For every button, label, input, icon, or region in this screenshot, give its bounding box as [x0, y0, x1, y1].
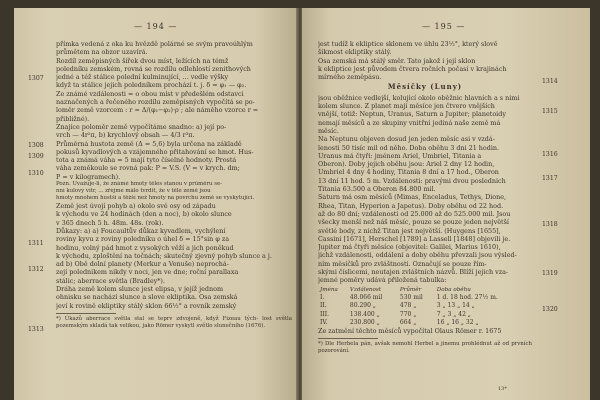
text-line: Uranus má čtyři: jménem Ariel, Umbriel, Titania a: [318, 151, 482, 160]
text-line: ním měsíčků pro zvláštnosti. Označují se pouze řím-: [318, 259, 487, 268]
text-line: poledníku zemském, rovná se rozdílu odlehlostí zenithových: [56, 64, 251, 73]
text-line: hmoty mnohem hustší a těžší než hmoty na povrchu země se vyskytující.: [56, 195, 255, 202]
table-row: [318, 302, 524, 310]
table-header: Vzdálenost: [349, 286, 381, 293]
text-line: přímka vedená z oka ku hvězdě polárné se svým pravoúhlým: [56, 40, 253, 48]
table-cell: II.: [320, 302, 327, 310]
text-line: Oberon). Doby jejich oběhu jsou: Ariel 2 dny 12 hodin,: [318, 160, 495, 169]
margin-number: 1317: [542, 175, 558, 182]
footnote-rule: [318, 338, 378, 339]
table-cell: 770 „: [399, 310, 417, 318]
margin-number: 1315: [542, 108, 558, 115]
text-line: mírného zeměpásu.: [318, 73, 382, 82]
margin-number: 1310: [28, 170, 44, 177]
table-row: [318, 319, 524, 327]
table-cell: 16 „ 16 „ 32 „: [436, 318, 479, 326]
text-line: hodinu, volný pád hmot z vysokých věží a jich poněkud: [56, 243, 234, 252]
text-line: nní kulový vítr, ... zřejme málo tvrdit, že v těle země jsou: [56, 188, 211, 195]
page-number: — 195 —: [422, 22, 466, 31]
text-line: k ekliptice jest původem čtvera ročních počasí v krajinách: [318, 64, 507, 73]
table-cell: IV.: [320, 318, 328, 326]
text-line: v 365 dnech 5 h. 48m. 48s. (rok).: [56, 218, 164, 227]
table-cell: I.: [320, 293, 325, 301]
table-cell: 530 mil: [399, 293, 423, 301]
margin-number: 1320: [542, 306, 558, 313]
margin-number: 1308: [28, 142, 44, 149]
text-line: ohnisku se nachází slunce a slove ekliptika. Osa zemská: [56, 293, 238, 302]
text-line: loměr země vzorcem : r = Δ/(φ₁−φ₂)·ρ ; ale náměho vzorce r =: [56, 106, 259, 115]
table-header: Průměr: [399, 286, 422, 293]
text-line: Země jest úvojí pohyb a) okolo své osy od západu: [56, 202, 216, 211]
text-line: když ta stálice jejich poledníkem prochází t. j. δ = φ₁ — φ₂.: [56, 81, 247, 90]
text-line: Dráha země kolem slunce jest elipsa, v jejíž jednom: [56, 285, 224, 294]
text-line: nemají měsíců a ze skupiny vnitřní jediná naše země má: [318, 118, 501, 127]
text-line: jsou oběžnice vedlejší, kolující okolo oběžnic hlavních a s nimi: [318, 93, 520, 102]
table-row: [318, 311, 524, 319]
table-row: [318, 294, 524, 302]
margin-number: 1318: [542, 221, 558, 228]
margin-number: 1316: [542, 151, 558, 158]
table-header: Jména: [320, 286, 338, 293]
moons-table: [318, 286, 524, 327]
text-line: Jupiter má čtyři měsíce (objevitel: Galilei, Marius 1610),: [318, 243, 501, 252]
text-line: naznačených a řečeného rozdílu zeměpisných vypočítá se po-: [56, 98, 255, 107]
text-line: světlé body, z nichž Titan jest největší. (Huygens [1655],: [318, 226, 501, 235]
right-page: [302, 8, 590, 400]
margin-number: 1312: [28, 266, 44, 273]
table-cell: 80.290 „: [349, 302, 376, 310]
section-heading: Měsíčky (Luny): [387, 82, 463, 92]
text-line: Pozn. Uvažuje-li, že známé hmoty těles stanou v průměru se-: [56, 181, 223, 188]
text-line: Průměrná hustota země (Δ = 5,6) byla určena na základě: [56, 139, 242, 148]
table-header: Doba oběhu: [436, 286, 471, 293]
text-line: měsíc.: [318, 126, 339, 135]
text-line: tota a známá váha = 5 mají tyto číselné hodnoty. Prostá: [56, 156, 237, 165]
text-line: kolem slunce. Z planet mají měsíce jen čtvero vnějších: [318, 102, 495, 111]
text-line: až do 80 dní; vzdálenosti od 25.000 až do 525.000 mil. Jsou: [318, 209, 511, 218]
table-cell: 1 d. 18 hod. 27½ m.: [436, 293, 498, 301]
text-line: jeví k rovině ekliptiky stálý sklon 66½° a rovník zemský: [56, 301, 237, 310]
text-line: šikmost ekliptiky stálý.: [318, 48, 392, 57]
text-line: jedné a též stálice polední kulminující, ... vedle výšky: [56, 73, 229, 82]
margin-number: 1313: [28, 326, 44, 333]
text-line: Titania 63.500 a Oberon 84.800 mil.: [318, 185, 436, 194]
text-line: P = v kilogramech).: [56, 172, 121, 181]
table-cell: 7 „ 3 „ 42 „: [436, 310, 471, 318]
text-line: Umbriel 4 dny 4 hodiny, Titania 8 dní a 17 hod., Oberon: [318, 168, 499, 177]
table-cell: 230.800 „: [349, 318, 380, 326]
page-number: — 194 —: [134, 22, 178, 31]
text-line: 13 dní 11 hod. 5 m. Vzdálenosti: pravými dvou poslednich: [318, 176, 506, 185]
text-line: váha zeměkoule se rovná pak: P = V.S. (V = v krych. dm;: [56, 164, 240, 173]
margin-number: 1309: [28, 153, 44, 160]
text-line: ad b) Obě dolní planety (Merkur a Venuše) neprochá-: [56, 260, 229, 269]
text-line: všecky menší než náš měsíc, pouze se pouze jeden největší: [318, 218, 509, 227]
text-line: Znajíce poloměr země vypočítáme snadno: a) její po-: [56, 122, 227, 131]
right-body-text: [318, 40, 532, 355]
text-line: jest tudíž k ekliptice sklonem ve úhlu 23½°, který slově: [318, 40, 498, 48]
table-cell: 664 „: [399, 318, 417, 326]
footnote-rule: [56, 313, 116, 314]
table-cell: 478 „: [399, 302, 417, 310]
table-cell: III.: [320, 310, 330, 318]
text-line: Saturn má osm měsíců (Mimas, Enceladus, Tethys, Dione,: [318, 193, 507, 202]
margin-number: 1311: [28, 240, 44, 247]
text-line: Osa zemská má stálý směr. Tato jakož i její sklon: [318, 56, 476, 65]
text-line: Důkazy: a) a) Foucaultův důkaz kyvadlem, vychýlení: [56, 226, 226, 235]
left-page: [14, 8, 298, 400]
text-line: Ze známé vzdálenosti = o obou míst v předešlém odstavci: [56, 89, 244, 98]
text-line: jemné poměry udává přiložená tabulka:: [318, 276, 447, 285]
footnote: *) Dle Herbela pán, avšak nemohl Herbel a jinemu prohlédnut až od prvních pozorování.: [318, 341, 532, 355]
text-line: Rhea, Titan, Hyperion a Japetus). Doby oběhu od 22 hod.: [318, 201, 504, 210]
margin-number: 1307: [28, 75, 44, 82]
table-cell: 3 „ 13 „ 14 „: [436, 302, 475, 310]
text-line: k východu ve 24 hodinách (den a noc), b) okolo slunce: [56, 210, 232, 219]
table-cell: 138.400 „: [349, 310, 380, 318]
table-cell: 48.066 mil: [349, 293, 383, 301]
text-line: skými číslicemi, neutajen zvláštních názvů. Blíží jejich vza-: [318, 268, 509, 277]
margin-number: 1314: [542, 78, 558, 85]
margin-number: 1319: [542, 270, 558, 277]
text-line: přibližné).: [56, 114, 90, 123]
text-line: zejí polednikem nikdy v noci, jen ve dne; roční parallaxa: [56, 268, 239, 277]
text-line: vrch — 4r²π, b) krychlový obsah — 4/3 r³π.: [56, 131, 195, 140]
text-line: stálic; aberrace světla (Bradley*).: [56, 276, 165, 285]
signature-mark: 13*: [498, 386, 507, 392]
text-line: lenosti 50 tisíc mil od něho. Doba oběhu 3 dni 21 hodin.: [318, 143, 500, 152]
text-line: průmětem na obzor uzavírá.: [56, 48, 148, 57]
text-line: vnější, totiž: Neptun, Uranus, Saturn a Jupiter; planetoidy: [318, 110, 506, 119]
left-body-text: [56, 40, 292, 330]
text-line: k východu, zploštění na točnách; skutečný zjevný pohyb slunce a j.: [56, 251, 272, 260]
footnote: *) Úkazů aberrace světla stal se teprv zdvojeně, když Fizeau tých- lost světla pozemským skladá tak velikou, jako Römer vyskytl světlo slunečního (1676).: [56, 315, 292, 329]
text-line: jichž vzdálenosti, oddálení a doby oběhu převzali jsou výsled-: [318, 251, 517, 260]
text-line: Na Neptunu objeven dosud jen jeden měsíc asi v vzdá-: [318, 135, 495, 144]
text-line: roviny kyvu z roviny poledníku o úhel δ = 15°sin φ za: [56, 235, 230, 244]
text-line: Rozdíl zeměpisných šířek dvou míst, ležících na témž: [56, 56, 229, 65]
text-line: pokusů kyvadlových a vzájemného přitahování se hmot. Hus-: [56, 147, 254, 156]
text-line: Cassini [1671], Herschel [1789] a Lassell [1848] objevili je.: [318, 234, 511, 243]
text-line: Ze zatmění těchto měsíců vypočítal Olaus Römer r. 1675: [318, 327, 502, 336]
